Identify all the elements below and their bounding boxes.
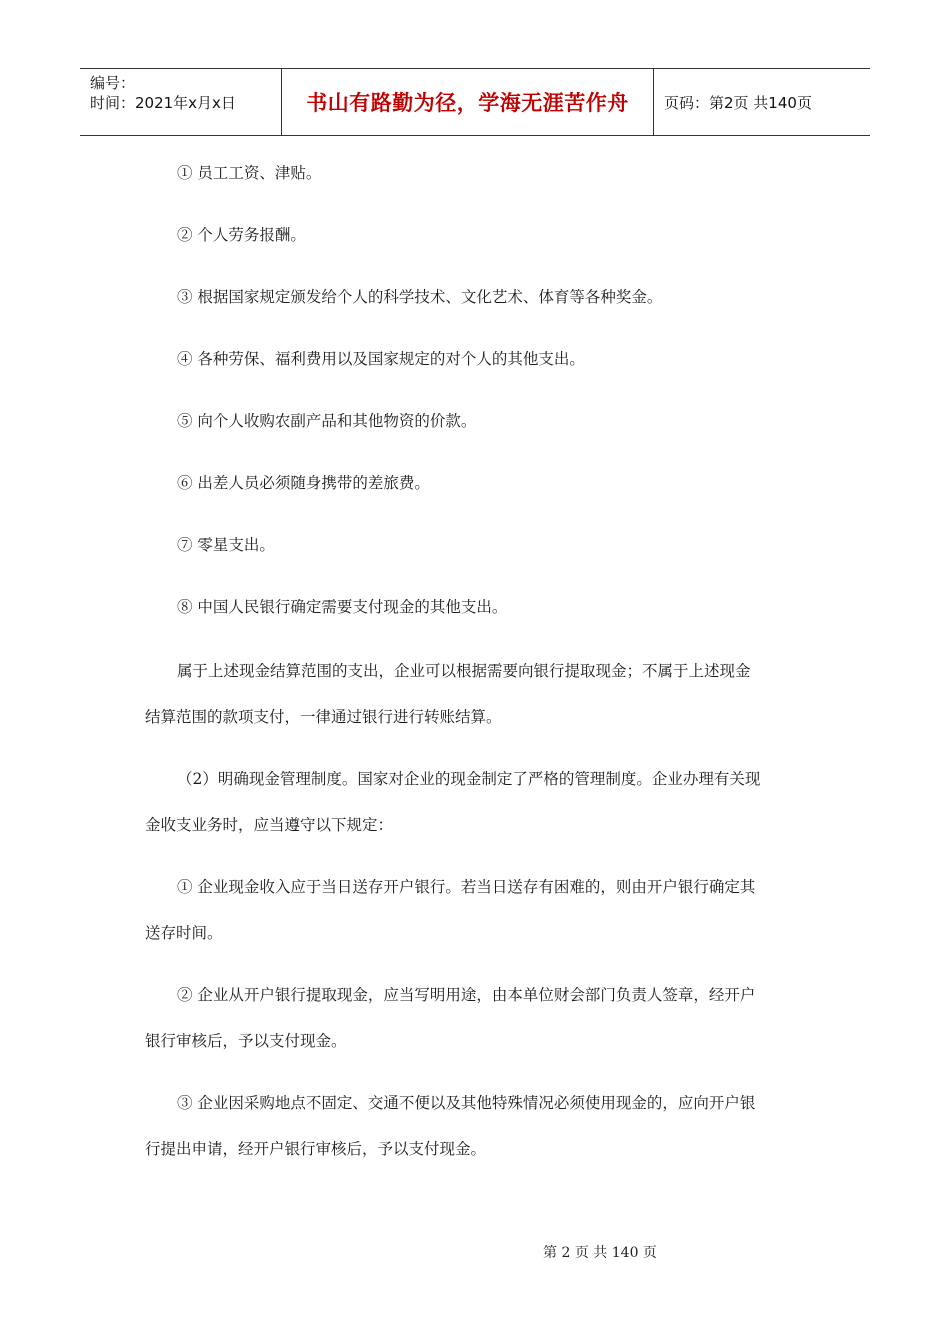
- document-number-label: 编号：: [90, 74, 136, 92]
- header-page-info: 页码：第2页 共140页: [664, 93, 812, 112]
- paragraph-line: 送存时间。: [145, 924, 223, 942]
- paragraph-line: ② 企业从开户银行提取现金，应当写明用途，由本单位财会部门负责人签章，经开户: [177, 986, 756, 1004]
- paragraph: [145, 756, 810, 848]
- paragraph-line: （2）明确现金管理制度。国家对企业的现金制定了严格的管理制度。企业办理有关现: [177, 770, 761, 788]
- list-item: ⑧ 中国人民银行确定需要支付现金的其他支出。: [177, 598, 508, 616]
- document-header: [80, 68, 870, 136]
- paragraph-line: 银行审核后，予以支付现金。: [145, 1032, 347, 1050]
- list-item: ① 员工工资、津贴。: [177, 164, 322, 182]
- paragraph-line: ① 企业现金收入应于当日送存开户银行。若当日送存有困难的，则由开户银行确定其: [177, 878, 756, 896]
- list-item: ⑦ 零星支出。: [177, 536, 275, 554]
- paragraph-line: 属于上述现金结算范围的支出，企业可以根据需要向银行提取现金；不属于上述现金: [177, 662, 751, 680]
- list-item: ④ 各种劳保、福利费用以及国家规定的对个人的其他支出。: [177, 350, 585, 368]
- paragraph-line: 金收支业务时，应当遵守以下规定：: [145, 816, 394, 834]
- paragraph: [145, 648, 810, 740]
- paragraph: [145, 1080, 810, 1172]
- header-motto: 书山有路勤为径，学海无涯苦作舟: [282, 69, 654, 135]
- page-footer: 第 2 页 共 140 页: [543, 1245, 657, 1261]
- paragraph: [145, 972, 810, 1064]
- list-item: ⑤ 向个人收购农副产品和其他物资的价款。: [177, 412, 477, 430]
- list-item: ⑥ 出差人员必须随身携带的差旅费。: [177, 474, 430, 492]
- list-item: ③ 根据国家规定颁发给个人的科学技术、文化艺术、体育等各种奖金。: [177, 288, 663, 306]
- paragraph-line: 结算范围的款项支付，一律通过银行进行转账结算。: [145, 708, 502, 726]
- paragraph-line: 行提出申请，经开户银行审核后，予以支付现金。: [145, 1140, 487, 1158]
- paragraph: [145, 864, 810, 956]
- paragraph-line: ③ 企业因采购地点不固定、交通不便以及其他特殊情况必须使用现金的，应向开户银: [177, 1094, 756, 1112]
- header-meta: [80, 69, 282, 135]
- document-date: 时间：2021年x月x日: [90, 94, 236, 112]
- list-item: ② 个人劳务报酬。: [177, 226, 306, 244]
